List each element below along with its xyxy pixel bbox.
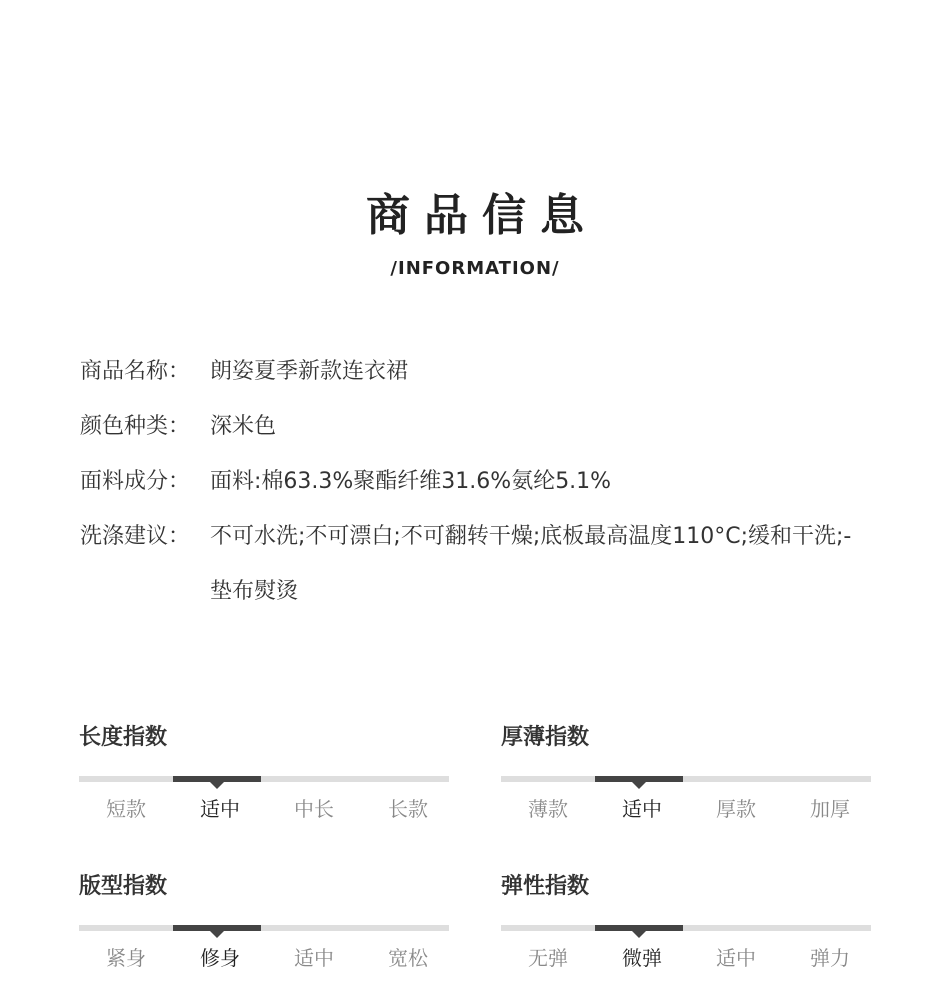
thickness-option-thin: 薄款 (528, 797, 568, 821)
info-row-fabric (80, 454, 880, 509)
length-index (79, 724, 451, 822)
elasticity-index-title: 弹性指数 (501, 874, 590, 899)
page-title: 商品信息 (366, 190, 598, 241)
wash-label: 洗涤建议： (80, 524, 191, 549)
fit-index-options (79, 945, 455, 971)
elasticity-index-pointer (632, 931, 646, 938)
length-index-options (79, 796, 455, 822)
color-label: 颜色种类： (80, 414, 191, 439)
page-subtitle: /INFORMATION/ (390, 258, 560, 279)
elasticity-index (501, 873, 873, 971)
fit-index-title: 版型指数 (79, 874, 168, 899)
info-row-wash (80, 509, 880, 619)
elasticity-option-none: 无弹 (528, 946, 568, 970)
product-info (80, 344, 880, 619)
header (0, 188, 950, 280)
elasticity-index-track (501, 925, 871, 931)
thickness-option-extra-thick: 加厚 (810, 797, 850, 821)
length-index-title: 长度指数 (79, 725, 168, 750)
length-option-short: 短款 (106, 797, 146, 821)
fabric-label: 面料成分： (80, 469, 191, 494)
fit-index-pointer (210, 931, 224, 938)
fit-option-tight: 紧身 (106, 946, 146, 970)
info-row-color (80, 399, 880, 454)
elasticity-option-slight: 微弹 (622, 946, 662, 970)
thickness-index (501, 724, 873, 822)
length-index-pointer (210, 782, 224, 789)
name-label: 商品名称： (80, 359, 191, 384)
color-value: 深米色 (210, 414, 277, 439)
elasticity-option-medium: 适中 (716, 946, 756, 970)
elasticity-index-options (501, 945, 877, 971)
thickness-index-pointer (632, 782, 646, 789)
length-option-mid-long: 中长 (294, 797, 334, 821)
fit-index (79, 873, 451, 971)
length-index-track (79, 776, 449, 782)
thickness-index-track (501, 776, 871, 782)
thickness-option-medium: 适中 (622, 797, 662, 821)
thickness-option-thick: 厚款 (716, 797, 756, 821)
fit-option-slim: 修身 (200, 946, 240, 970)
fit-index-track (79, 925, 449, 931)
info-row-name (80, 344, 880, 399)
thickness-index-options (501, 796, 877, 822)
fabric-value: 面料:棉63.3%聚酯纤维31.6%氨纶5.1% (210, 469, 612, 494)
wash-value: 不可水洗;不可漂白;不可翻转干燥;底板最高温度110°C;缓和干洗;- 垫布熨烫 (210, 524, 852, 604)
length-option-long: 长款 (388, 797, 428, 821)
elasticity-option-stretch: 弹力 (810, 946, 850, 970)
thickness-index-title: 厚薄指数 (501, 725, 590, 750)
fit-option-loose: 宽松 (388, 946, 428, 970)
fit-option-regular: 适中 (294, 946, 334, 970)
length-option-medium: 适中 (200, 797, 240, 821)
name-value: 朗姿夏季新款连衣裙 (210, 359, 409, 384)
